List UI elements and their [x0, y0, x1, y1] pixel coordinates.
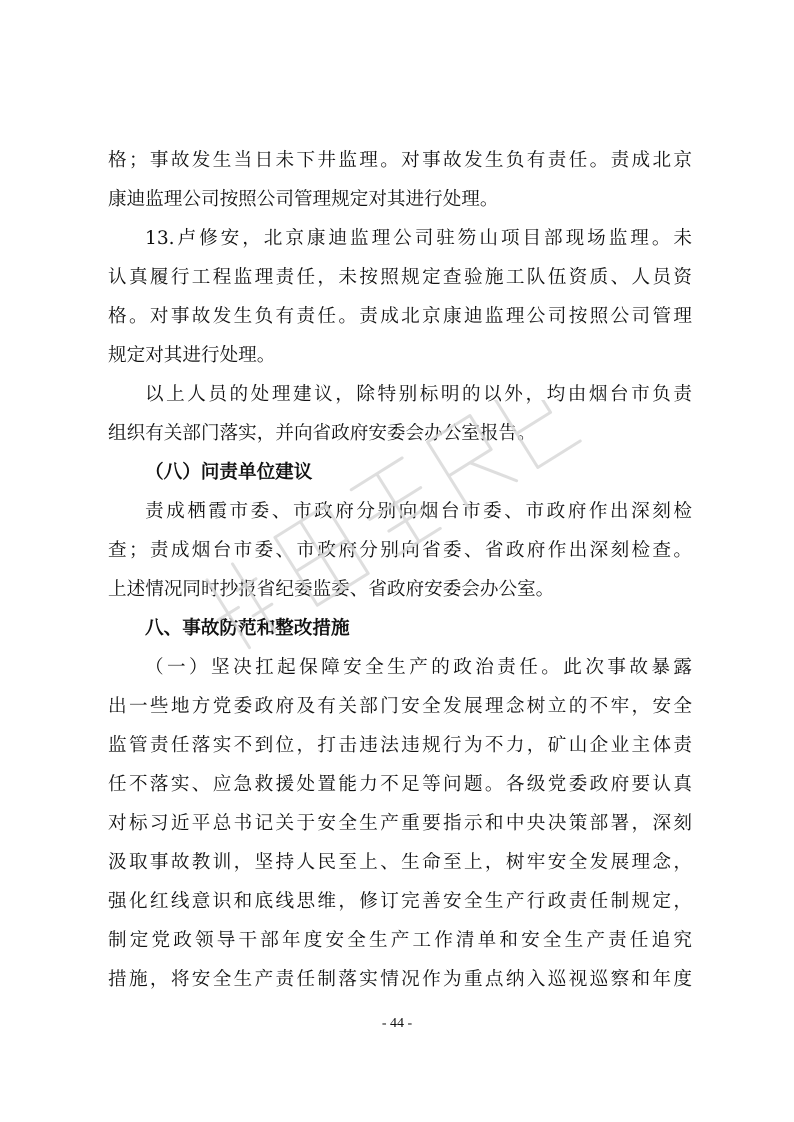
text-line: 上述情况同时抄报省纪委监委、省政府安委会办公室。 [108, 579, 555, 600]
text-line: 对标习近平总书记关于安全生产重要指示和中央决策部署，深刻 [108, 813, 692, 834]
text-line: 格；事故发生当日未下井监理。对事故发生负有责任。责成北京 [108, 150, 692, 171]
text-line: 查；责成烟台市委、市政府分别向省委、省政府作出深刻检查。 [108, 540, 692, 561]
text-line: （一）坚决扛起保障安全生产的政治责任。此次事故暴露 [145, 657, 692, 678]
text-line: 组织有关部门落实，并向省政府安委会办公室报告。 [108, 423, 536, 444]
text-line: 措施，将安全生产责任制落实情况作为重点纳入巡视巡察和年度 [108, 969, 692, 990]
text-line: 监管责任落实不到位，打击违法违规行为不力，矿山企业主体责 [108, 735, 692, 756]
text-line: 汲取事故教训，坚持人民至上、生命至上，树牢安全发展理念， [108, 852, 692, 873]
text-line: 强化红线意识和底线思维，修订完善安全生产行政责任制规定， [108, 891, 692, 912]
text-line: 格。对事故发生负有责任。责成北京康迪监理公司按照公司管理 [108, 306, 692, 327]
section-heading: 八、事故防范和整改措施 [145, 618, 350, 639]
text-line: 认真履行工程监理责任，未按照规定查验施工队伍资质、人员资 [108, 267, 692, 288]
text-line: 出一些地方党委政府及有关部门安全发展理念树立的不牢，安全 [108, 696, 692, 717]
text-line: 13.卢修安，北京康迪监理公司驻笏山项目部现场监理。未 [145, 228, 692, 249]
text-line: 责成栖霞市委、市政府分别向烟台市委、市政府作出深刻检 [145, 501, 692, 522]
page-number: - 44 - [381, 1016, 413, 1031]
text-line: 规定对其进行处理。 [108, 345, 276, 366]
text-line: 康迪监理公司按照公司管理规定对其进行处理。 [108, 189, 499, 210]
text-line: 制定党政领导干部年度安全生产工作清单和安全生产责任追究 [108, 930, 692, 951]
section-subheading: （八）问责单位建议 [145, 462, 313, 483]
text-line: 以上人员的处理建议，除特别标明的以外，均由烟台市负责 [145, 384, 692, 405]
text-line: 任不落实、应急救援处置能力不足等问题。各级党委政府要认真 [108, 774, 692, 795]
